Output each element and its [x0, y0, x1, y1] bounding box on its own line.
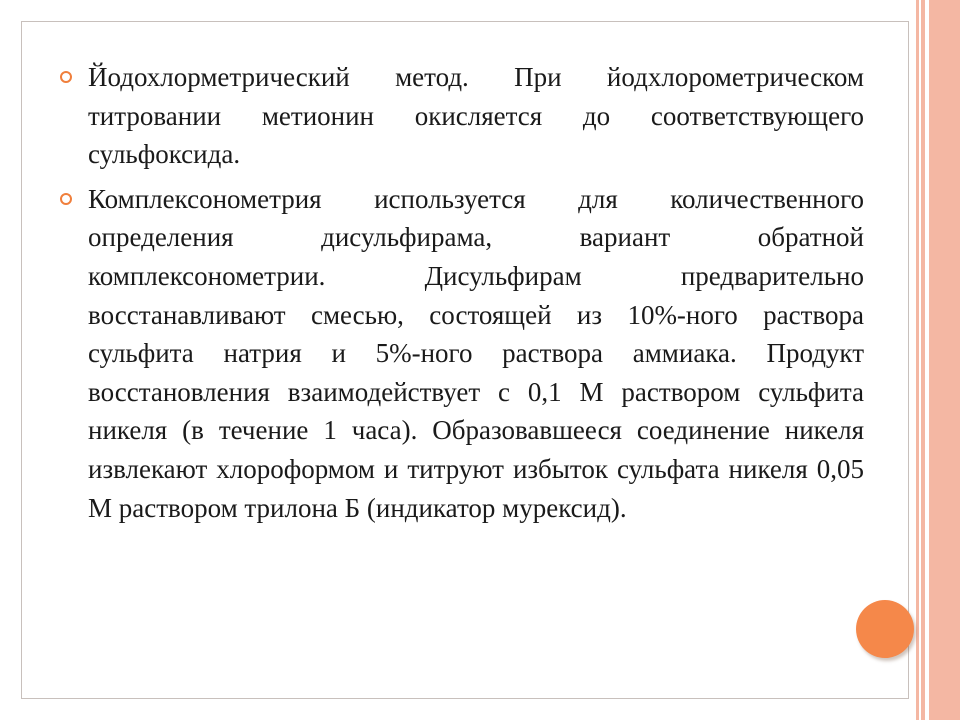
stripe-thin-1	[916, 0, 919, 720]
ring-bullet-icon	[60, 71, 72, 83]
bullet-item	[60, 180, 864, 527]
ring-bullet-icon	[60, 193, 72, 205]
bullet-text: Комплексонометрия используется для количественного определения дисульфирама, вариант обратной комплексонометрии. Дисульфирам предварительно восстанавливают смесью, состоящей из 10%-ного раствора сульфита натрия и 5%-ного раствора аммиака. Продукт восстановления взаимодействует с 0,1 М раствором сульфита никеля (в течение 1 часа). Образовавшееся соединение никеля извлекают хлороформом и титруют избыток сульфата никеля 0,05 М раствором трилона Б (индикатор мурексид).	[88, 183, 864, 523]
stripe-thin-2	[921, 0, 925, 720]
bullet-text: Йодохлорметрический метод. При йодхлорометрическом титровании метионин окисляется до соответствующего сульфоксида.	[88, 62, 864, 170]
stripe-wide	[929, 0, 960, 720]
bullet-list	[60, 58, 864, 533]
bullet-item	[60, 58, 864, 174]
decorative-stripes	[916, 0, 960, 720]
decorative-circle	[856, 600, 914, 658]
